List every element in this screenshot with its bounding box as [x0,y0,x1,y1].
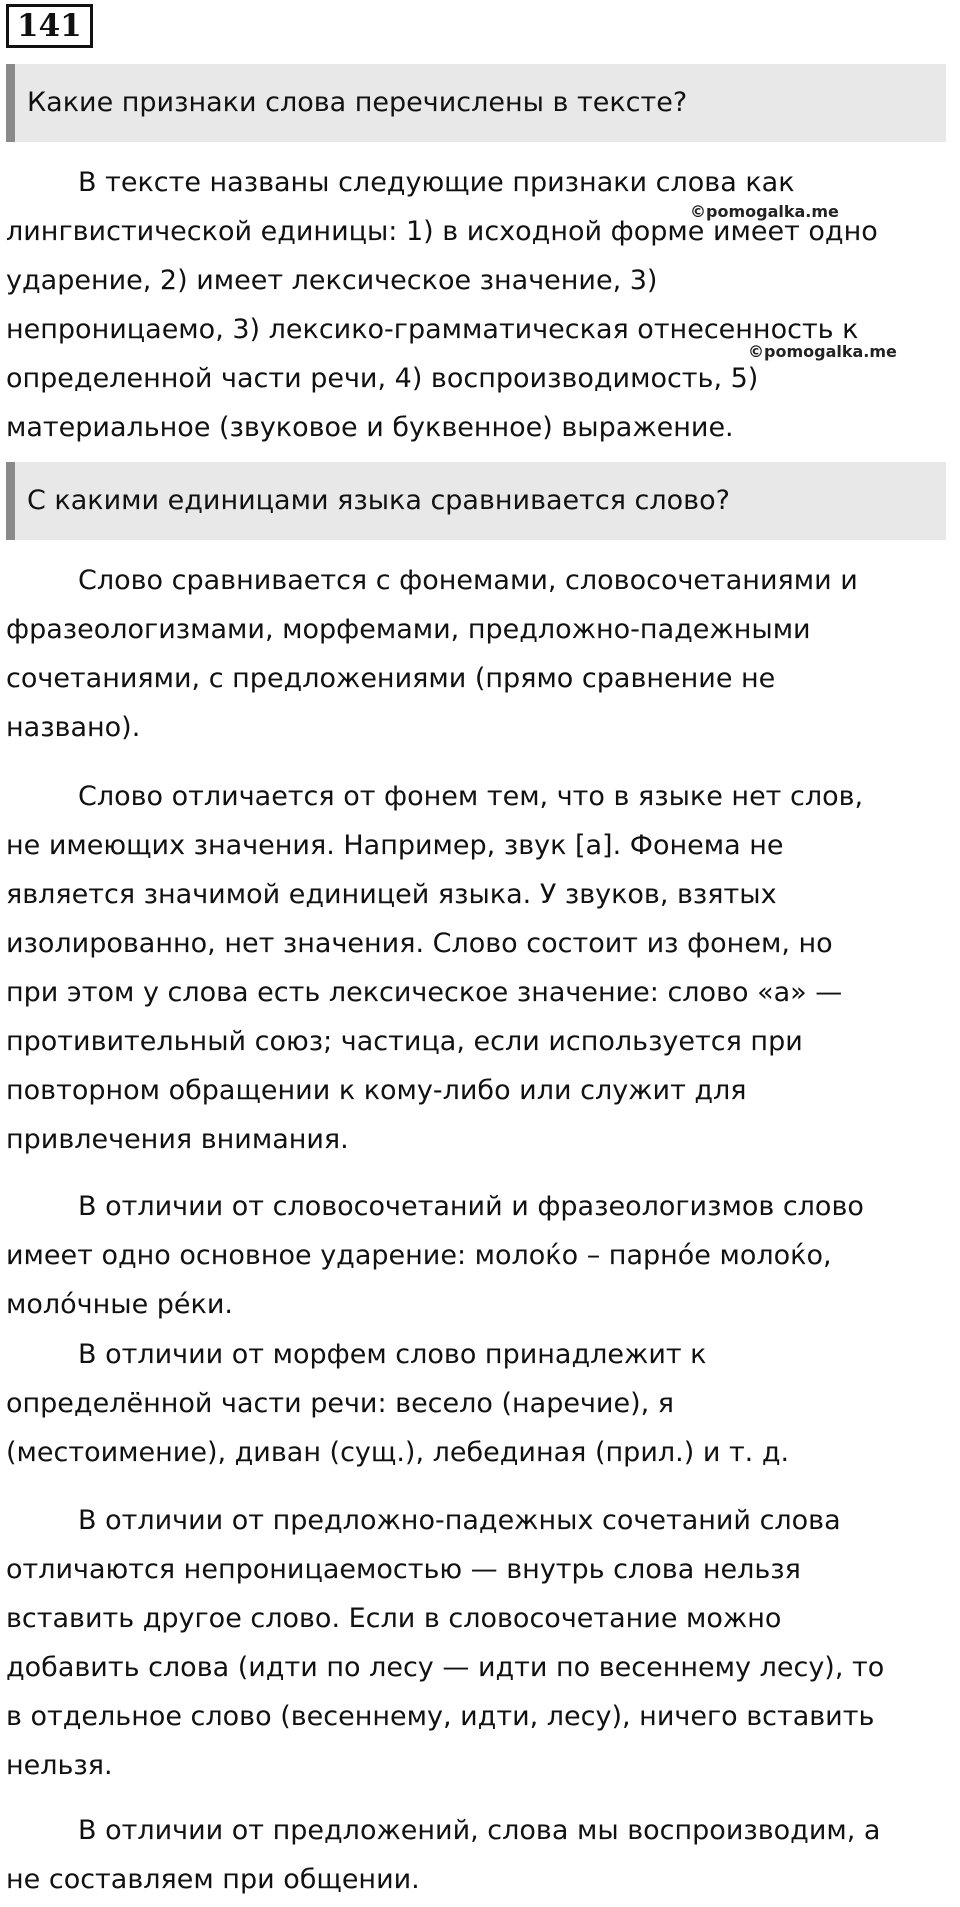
answer-2-paragraph-1 [6,556,956,752]
text-line: В отличии от предложно-падежных сочетаний слова [78,1505,841,1536]
text-line: материальное (звуковое и буквенное) выражение. [6,412,734,443]
text-line: названо). [6,712,141,743]
text-line: ударение, 2) имеет лексическое значение, 3) [6,265,658,296]
question-2: С какими единицами языка сравнивается слово? [6,462,946,540]
text-line: в отдельное слово (весеннему, идти, лесу), ничего вставить [6,1701,875,1732]
answer-2-paragraph-2 [6,772,956,1164]
answer-2-paragraph-3 [6,1182,956,1329]
text-line: В тексте названы следующие признаки слова как [78,167,795,198]
text-line: изолированно, нет значения. Слово состоит из фонем, но [6,928,833,959]
text-line: вставить другое слово. Если в словосочетание можно [6,1603,782,1634]
text-line: не составляем при общении. [6,1864,420,1895]
text-line: непроницаемо, 3) лексико-грамматическая отнесенность к [6,314,859,345]
watermark: ©pomogalka.me [690,202,839,221]
text-line: привлечения внимания. [6,1124,349,1155]
watermark: ©pomogalka.me [748,342,897,361]
text-line: является значимой единицей языка. У звуков, взятых [6,879,777,910]
text-line: определённой части речи: весело (наречие), я [6,1388,675,1419]
text-line: фразеологизмами, морфемами, предложно-падежными [6,614,811,645]
text-line: (местоимение), диван (сущ.), лебединая (прил.) и т. д. [6,1437,790,1468]
text-line: добавить слова (идти по лесу — идти по весеннему лесу), то [6,1652,885,1683]
text-line: сочетаниями, с предложениями (прямо сравнение не [6,663,776,694]
text-line: Слово отличается от фонем тем, что в языке нет слов, [78,781,864,812]
answer-2-paragraph-6 [6,1806,956,1904]
text-line: определенной части речи, 4) воспроизводимость, 5) [6,363,759,394]
answer-2-paragraph-4 [6,1330,956,1477]
answer-2-paragraph-5 [6,1496,956,1790]
text-line: противительный союз; частица, если используется при [6,1026,803,1057]
text-line: В отличии от словосочетаний и фразеологизмов слово [78,1191,864,1222]
text-line: моло́чные ре́ки. [6,1289,233,1320]
question-1: Какие признаки слова перечислены в тексте? [6,64,946,142]
text-line: отличаются непроницаемостью — внутрь слова нельзя [6,1554,801,1585]
text-line: лингвистической единицы: 1) в исходной форме имеет одно [6,216,878,247]
text-line: имеет одно основное ударение: молоќо – парно́е молоќо, [6,1240,832,1271]
text-line: при этом у слова есть лексическое значение: слово «а» — [6,977,843,1008]
text-line: повторном обращении к кому-либо или служит для [6,1075,747,1106]
text-line: В отличии от предложений, слова мы воспроизводим, а [78,1815,881,1846]
text-line: нельзя. [6,1750,113,1781]
text-line: Слово сравнивается с фонемами, словосочетаниями и [78,565,858,596]
text-line: не имеющих значения. Например, звук [а]. Фонема не [6,830,784,861]
text-line: В отличии от морфем слово принадлежит к [78,1339,707,1370]
task-number-box: 141 [6,4,93,48]
